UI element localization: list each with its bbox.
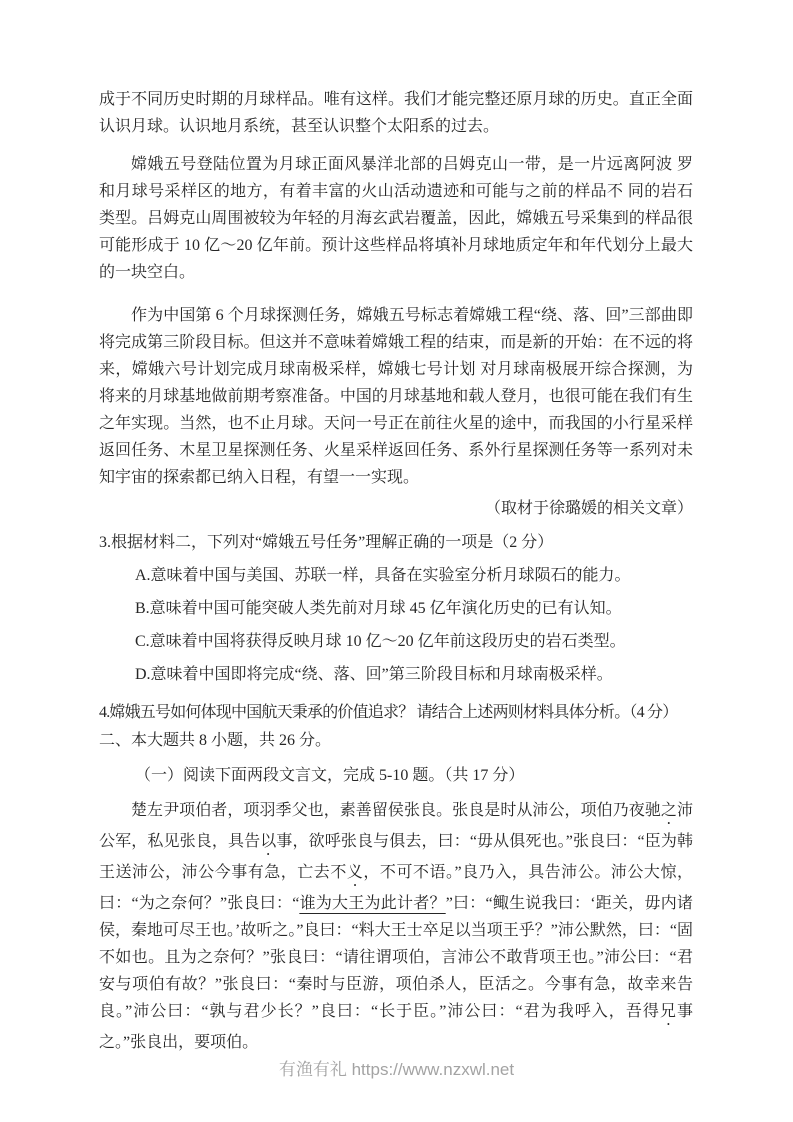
passage-text: 楚左尹项伯者，项羽季父也，素善留侯张良。张良是时从沛公，项伯乃夜驰 [131, 802, 661, 819]
dot-marked-text: 兄 [659, 1003, 677, 1020]
question3-option-c: C.意味着中国将获得反映月球 10 亿～20 亿年前这段历史的岩石类型。 [135, 633, 626, 650]
dot-marked-text: 之 [660, 802, 677, 819]
section2-subheading: （一）阅读下面两段文言文，完成 5-10 题。（共 17 分） [135, 767, 525, 784]
page-content [99, 86, 693, 1056]
source-attribution: （取材于徐璐媛的相关文章） [484, 500, 693, 517]
material2-paragraph-1: 成于不同历史时期的月球样品。唯有这样。我们才能完整还原月球的历史。直正全面认识月球。认识地月系统，甚至认识整个太阳系的过去。 [99, 91, 693, 135]
question3-option-b: B.意味着中国可能突破人类先前对月球 45 亿年演化历史的已有认知。 [135, 600, 622, 617]
watermark-footer [0, 1056, 793, 1083]
classical-passage [99, 797, 693, 1056]
question3-option-d: D.意味着中国即将完成“绕、落、回”第三阶段目标和月球南极采样。 [135, 666, 613, 683]
question3-option-a: A.意味着中国与美国、苏联一样，具备在实验室分析月球陨石的能力。 [135, 567, 631, 584]
passage-text: 沛公军，私见张良，具告 [99, 802, 693, 850]
passage-text: ，不可不语。”良乃入，具告沛公。沛公大惊，曰：“为之奈何？”张良曰：“ [99, 864, 693, 912]
watermark-text: 有渔有礼 https://www.nzxwl.net [278, 1060, 515, 1079]
material2-paragraph-2: 嫦娥五号登陆位置为月球正面风暴洋北部的吕姆克山一带，是一片远离阿波 罗和月球号采样区的地方，有着丰富的火山活动遗迹和可能与之前的样品不 同的岩石类型。吕姆克山周围被较为年轻的月海玄武岩覆盖，因此，嫦娥五号采集到的样品很可能形成于 10 亿～20 亿年前。预计这些样品将填补月球地质定年和年代划分上最大的一块空白。 [99, 156, 693, 281]
passage-text: 事，欲呼张良与俱去，曰：“毋从俱死也。”张良曰：“臣为韩王送沛公，沛公今事有急，亡去不 [99, 833, 693, 881]
section2-heading: 二、本大题共 8 小题，共 26 分。 [99, 732, 332, 749]
question3-stem: 3.根据材料二，下列对“嫦娥五号任务”理解正确的一项是（2 分） [99, 534, 554, 551]
underline-marked-text: 谁为大王为此计者？ [299, 895, 446, 912]
passage-text: ”曰：“鲰生说我曰：‘距关，毋内诸侯，秦地可尽王也。’故听之。”良曰：“料大王士卒足以当项王乎？”沛公默然，曰：“固不如也。且为之奈何？”张良曰：“请往谓项伯，言沛公不敢背项王也。”沛公曰：“君安与项伯有故？”张良曰：“秦时与臣游，项伯杀人，臣活之。今事有急，故幸来告良。”沛公曰：“孰与君少长？”良曰：“长于臣。”沛公曰：“君为我呼入，吾得 [99, 895, 693, 1020]
dot-marked-text: 以 [260, 833, 277, 850]
passage-text: 事之。”张良出，要项伯。 [99, 1003, 693, 1051]
question4-stem: 4.嫦娥五号如何体现中国航天秉承的价值追求？ 请结合上述两则材料具体分析。（4 分） [99, 704, 678, 721]
dot-marked-text: 义 [346, 864, 364, 881]
material2-paragraph-3: 作为中国第 6 个月球探测任务，嫦娥五号标志着嫦娥工程“绕、落、回”三部曲即将完成第三阶段目标。但这并不意味着嫦娥工程的结束，而是新的开始：在不远的将来，嫦娥六号计划完成月球南极采样，嫦娥七号计划 对月球南极展开综合探测，为将来的月球基地做前期考察准备。中国的月球基地和载人登月，也很可能在我们有生之年实现。当然，也不止月球。天问一号正在前往火星的途中，而我国的小行星采样返回任务、木星卫星探测任务、火星采样返回任务、系外行星探测任务等一系列对未知宇宙的探索都已纳入日程，有望一一实现。 [99, 307, 693, 486]
